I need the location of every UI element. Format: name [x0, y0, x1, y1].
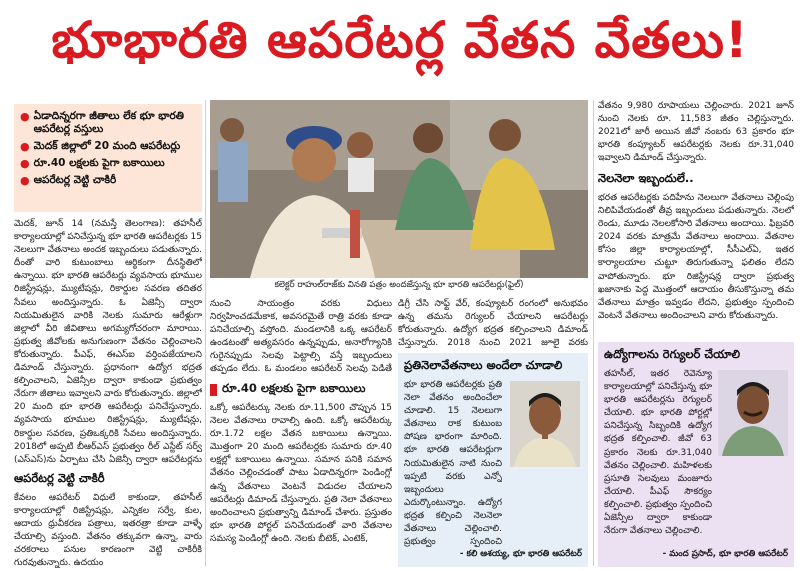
- column-divider: [205, 100, 206, 566]
- highlight-item: ● ఏడాదిన్నరగా జీతాలు లేక భూ భారతి ఆపరేటర్ల వస్తులు: [20, 110, 184, 135]
- column-3: [398, 298, 588, 350]
- highlight-item: ● మెదక్ జిల్లాలో 20 మంది ఆపరేటర్లు: [20, 140, 181, 153]
- quote-title: ప్రతినెలావేతనాలు అందేలా చూడాలి: [404, 358, 563, 372]
- quote-box-asayya: [398, 353, 588, 567]
- person-photo: [510, 381, 580, 467]
- person-photo: [718, 370, 788, 456]
- article-body: నుంచి సాయంత్రం వరకు విధులు నిర్వహించడమేకాక, అవసరమైతే రాత్రి వరకు కూడా పనిచేయాల్సి వస్తోంది. మండలానికి ఒక్క ఆపరేటర్ ఉండటంతో అత్యవసరం ఉన్నప్పుడు, అనారోగ్యానికి గురైనప్పుడు సెలవు పెట్టాల్సి వస్తే ఇబ్బందులు తప్పడం లేదు. ఓ మండలం ఆపరేటర్ సెలవు పెడితే: [210, 299, 392, 375]
- article-body: డిగ్రీ చేసి సాఫ్ట్ వేర్, కంప్యూటర్ రంగంలో అనుభవం ఉన్న తమను రెగ్యులర్ చేయాలని ఆపరేటర్లు కోరుతున్నారు. ఉద్యోగ భద్రత కల్పించాలని డిమాండ్ చేస్తున్నారు. 2018 నుంచి 2021 జూలై వరకు: [398, 299, 588, 349]
- bullet-icon: ●: [20, 110, 30, 123]
- article-body: కేవలం ఆపరేటర్ విధులే కాకుండా, తహసీల్ కార్యాలయాల్లో రిజిస్ట్రేషన్లు, ఎన్నికల సర్వే, కుల, ఆదాయ ధ్రువీకరణ పత్రాలు, ఇతరత్రా కూడా వాళ్ళే చేయాల్సి వస్తుంది. వేతనం తక్కువగా ఉన్నా, వారు చరకరాలు పనుల కారణంగా వెట్టి చాకిరీకి గురవుతున్నారు. ఉదయం: [14, 493, 202, 569]
- news-photo: [210, 100, 588, 278]
- column-2: [210, 298, 392, 566]
- bullet-icon: ●: [20, 140, 30, 153]
- article-body: ఒక్కో ఆపరేటర్కు నెలకు రూ.11,500 చొప్పున 15 నెలల వేతనాలు రావాల్సి ఉంది. ఒక్కో ఆపరేటర్కు రూ.1.72 లక్షల వేతన బకాయిలు ఉన్నాయి. మొత్తంగా 20 మంది ఆపరేటర్లకు సుమారు రూ.40 లక్షల్లో బకాయిలు ఉన్నాయి. సమాన పనికి సమాన వేతనం చెల్లించడంతో పాటు ఏడాదిన్నరగా పెండింగ్లో ఉన్న వేతనాలు వెంటనే విడుదల చేయాలని ఆపరేటర్లు డిమాండ్ చేస్తున్నారు. ప్రతి నెలా వేతనాలు అందించాలని ప్రభుత్వాన్ని డిమాండ్ చేశారు. ప్రస్తుతం భూ భారతి పోర్టల్ పనిచేయడంతో వారి వేతనాల సమస్య పెండింగ్లో ఉంది. నెలకు బీటెక్, ఎంటెక్,: [210, 403, 392, 544]
- article-intro: మెదక్, జూన్ 14 (నమస్తే తెలంగాణ): తహసీల్ కార్యాలయాల్లో పనిచేస్తున్న భూ భారతి ఆపరేటర్లకు 15 నెలలుగా వేతనాలు అందక ఇబ్బందులు పడుతున్నారు. దీంతో వారి కుటుంబాలు ఆర్థికంగా దీనస్థితిలో ఉన్నాయి. భూ భారతి ఆపరేటర్లు వ్యవసాయ భూముల రిజిస్ట్రేషన్లు, మ్యుటేషన్లు, రికార్డుల సవరణ తదితర సేవలు అందిస్తున్నారు. ఓ ఏజెన్సీ ద్వారా నియమితులైన వారికి నెలకు సుమారు ఆరేళ్లుగా జిల్లాలో వీరి జీవితాలు అగమ్యగోచరంగా మారాయి. ప్రభుత్వ జీవోలకు అనుగుణంగా వేతనం చెల్లించాలని కోరుతున్నారు. పీఎఫ్, ఈఎస్ఐ వర్తింపజేయాలని డిమాండ్ చేస్తున్నారు. ప్రధానంగా ఉద్యోగ భద్రత కల్పించాలని, ఏజెన్సీల ద్వారా కాకుండా ప్రభుత్వం నేరుగా జీతాలు ఇవ్వాలని వారు కోరుతున్నారు. జిల్లాలో 20 మంది భూ భారతి ఆపరేటర్లు పనిచేస్తున్నారు. వ్యవసాయ భూముల రిజిస్ట్రేషన్లు, మ్యుటేషన్లు, రికార్డుల సవరణ, ప్రతిఒక్కరికి సేవలు అందిస్తున్నారు. 2018లో అప్పటి బీఆర్ఎస్ ప్రభుత్వం రీల్ ఎస్టేట్ సర్వ్ (ఎస్ఎస్)ను ఏర్పాటు చేసి ఏజెన్సీ ద్వారా ఆపరేటర్లను: [14, 219, 202, 465]
- subheading-dues: రూ.40 లక్షలకు పైగా బకాయిలు: [210, 381, 392, 398]
- section-marker-icon: [210, 384, 217, 396]
- subheading-monthly-troubles: నెలనెలా ఇబ్బందులే..: [598, 171, 694, 185]
- highlight-item: ● రూ.40 లక్షలకు పైగా బకాయిలు: [20, 157, 165, 170]
- quote-box-prasad: [598, 342, 794, 567]
- article-body: వేతనం 9,980 రూపాయలు చెల్లించారు. 2021 జూన్ నుంచి నెలకు రూ. 11,583 జీతం చెల్లిస్తున్నారు. 2021లో జారీ అయిన జీవో నంబరు 63 ప్రకారం భూ భారతి కంప్యూటర్ ఆపరేటర్లకు నెలకు రూ.31,040 ఇవ్వాలని డిమాండ్ చేస్తున్నారు.: [598, 101, 794, 164]
- column-divider: [593, 100, 594, 566]
- column-1: [14, 218, 202, 569]
- bullet-icon: ●: [20, 174, 30, 187]
- subheading-forced-labour: ఆపరేటర్ల వెట్టి చాకిరీ: [14, 471, 105, 485]
- quote-body: భూ భారతి ఆపరేటర్లకు ప్రతి నెలా వేతనం అందించేలా చూడాలి. 15 నెలలుగా వేతనాలు రాక కుటుంబ పోషణ భారంగా మారింది. భూ భారతి ఆపరేటర్లుగా నియమితులైన నాటి నుంచి ఇప్పటి వరకు ఎన్నో ఇబ్బందులు ఎదుర్కొంటున్నాం. ఉద్యోగ భద్రత కల్పించి నెలనెలా వేతనాలు చెల్లించాలి. ప్రభుత్వం స్పందించి: [404, 380, 502, 547]
- article-body: భరత ఆపరేటర్లకు పదిహేను నెలలుగా వేతనాలు చెల్లింపు నిలిపివేయడంతో తీవ్ర ఇబ్బందులు పడుతున్నారు. నెలలో రెండు, మూడు నెలలకోసారి వేతనాలు అందాయి. ఫిబ్రవరి 2024 వరకు మాత్రమే వేతనాలు అందాయి. వేతనాల కోసం జిల్లా కార్యాలయాల్లో, సీసీఎల్ఏ, ఇతర కార్యాలయాల చుట్టూ తిరుగుతున్నా ఫలితం లేదని వాపోతున్నారు. భూ రిజిస్ట్రేషన్ల ద్వారా ప్రభుత్వ ఖజానాకు పెద్ద మొత్తంలో ఆదాయం తీసుకొస్తున్నా తమ వేతనాలు మాత్రం ఇవ్వడం లేదని, ప్రభుత్వం స్పందించి వెంటనే వేతనాలు అందించాలని వారు కోరుతున్నారు.: [598, 193, 794, 321]
- photo-caption: కలెక్టర్ రాహుల్‌రాజ్‌కు వినతి పత్రం అందజేస్తున్న భూ భారతి ఆపరేటర్లు(ఫైల్): [274, 280, 524, 290]
- bullet-icon: ●: [20, 157, 30, 170]
- quote-body: తహసీల్, ఇతర రెవెన్యూ కార్యాలయాల్లో పనిచేస్తున్న భూ భారతి ఆపరేటర్లను రెగ్యులర్ చేయాలి. భూ భారతి పోర్టల్లో పనిచేస్తున్న సిబ్బందికి ఉద్యోగ భద్రత కల్పించాలి. జీవో 63 ప్రకారం నెలకు రూ.31,040 వేతనం చెల్లించాలి. మహిళలకు ప్రసూతి సెలవులు మంజూరు చేయాలి. పీఎఫ్ సౌకర్యం కల్పించాలి. ప్రభుత్వం స్పందించి ఏజెన్సీల ద్వారా కాకుండా నేరుగా వేతనాలు చెల్లించాలి.: [604, 369, 712, 537]
- quote-signature: - కలి ఆశయ్య, భూ భారతి ఆపరేటర్: [459, 549, 582, 559]
- quote-title: ఉద్యోగాలను రెగ్యులర్ చేయాలి: [604, 347, 741, 361]
- highlight-item: ● ఆపరేటర్ల వెట్టి చాకిరీ: [20, 174, 117, 187]
- quote-signature: - మంద ప్రసాద్, భూ భారతి ఆపరేటర్: [662, 549, 788, 559]
- column-4: [598, 100, 794, 340]
- page-headline: భూభారతి ఆపరేటర్ల వేతన వేతలు!: [51, 10, 749, 69]
- highlights-box: [14, 104, 202, 212]
